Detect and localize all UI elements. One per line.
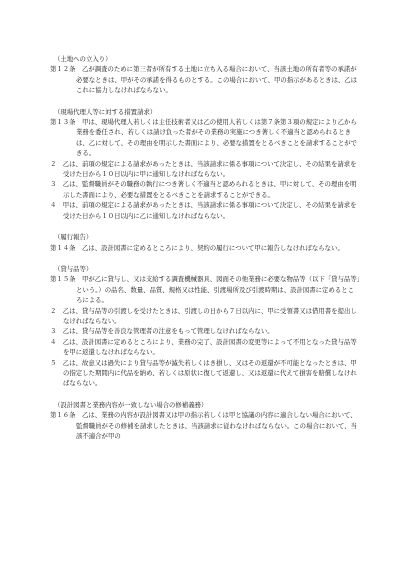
paragraph-text: 甲は、現場代理人若しくは主任技術者又は乙の使用人若しくは第７条第３項の規定により乙から業務を委任され、若しくは請け負った者がその業務の実施につき著しく不適当と認められるときは、乙に対して、その理由を明示した書面により、必要な措置をとるべきことを請求することができる。 [76,118,358,158]
article-15 [50,264,360,389]
article-paragraph: ５ 乙は、故意又は過失により貸与品等が滅失若しくはき損し、又はその返還が不可能となったときは、甲の指定した期間内に代品を納め、若しくは原状に復して返還し、又は返還に代えて損害を賠償しなければならない。 [50,358,357,388]
article-paragraph [50,410,360,441]
article-paragraph: ４ 甲は、前項の規定による請求があったときは、当該請求に係る事項について決定し、その結果を請求を受けた日から１０日以内に乙に通知しなければならない。 [50,201,357,220]
article-12 [50,54,360,96]
article-body [50,117,360,221]
article-body [50,64,360,95]
article-paragraph: ３ 乙は、監督職員がその職務の執行につき著しく不適当と認められるときは、甲に対して、その理由を明示した書面により、必要な措置をとるべきことを請求することができる。 [50,180,357,199]
paragraph-text: 甲が乙に貸与し、又は支給する調査機械器具、図面その他業務に必要な物品等（以下「貸与品等」という。）の品名、数量、品質、規格又は性能、引渡場所及び引渡時期は、設計図書に定めるところによる。 [76,275,360,305]
article-number: 第１５条 [50,275,76,284]
article-paragraph: ３ 乙は、貸与品等を善良な管理者の注意をもって管理しなければならない。 [50,327,274,336]
article-body [50,243,360,253]
article-body [50,274,360,388]
article-paragraph [50,243,360,253]
paragraph-text: 乙は、設計図書に定めるところにより、契約の履行について甲に報告しなければならない。 [81,243,344,252]
article-16 [50,400,360,442]
paragraph-text: 乙が調査のために第三者が所有する土地に立ち入る場合において、当該土地の所有者等の承諾が必要なときは、甲がその承諾を得るものとする。この場合において、甲の指示があるときは、乙はこれに協力しなければならない。 [76,65,358,95]
article-paragraph: ２ 乙は、貸与品等の引渡しを受けたときは、引渡しの日から７日以内に、甲に受領書又は借用書を提出しなければならない。 [50,306,357,325]
article-heading: （履行報告） [54,233,93,242]
article-heading: （設計図書と業務内容が一致しない場合の修補義務） [54,400,208,409]
article-paragraph: ４ 乙は、設計図書に定めるところにより、業務の完了、設計図書の変更等によって不用となった貸与品等を甲に返還しなければならない。 [50,337,357,357]
article-body [50,410,360,441]
article-heading: （現場代理人等に対する措置請求） [54,107,157,116]
article-number: 第１３条 [50,118,76,127]
article-13 [50,107,360,221]
article-number: 第１６条 [50,411,76,420]
article-number: 第１４条 [50,243,76,252]
article-number: 第１２条 [50,65,76,74]
article-heading: （貸与品等） [54,264,93,273]
paragraph-text: 乙は、業務の内容が設計図書又は甲の指示若しくは甲と協議の内容に適合しない場合において、監督職員がその修補を請求したときは、当該請求に従わなければならない。この場合において、当該不適合が甲の [76,411,358,440]
article-heading: （土地への立入り） [54,55,112,63]
article-paragraph [50,64,360,95]
article-14 [50,232,360,253]
article-paragraph: ２ 乙は、前項の規定による請求があったときは、当該請求に係る事項について決定し、その結果を請求を受けた日から１０日以内に甲に通知しなければならない。 [50,159,357,179]
article-paragraph [50,274,360,305]
article-paragraph [50,117,360,159]
